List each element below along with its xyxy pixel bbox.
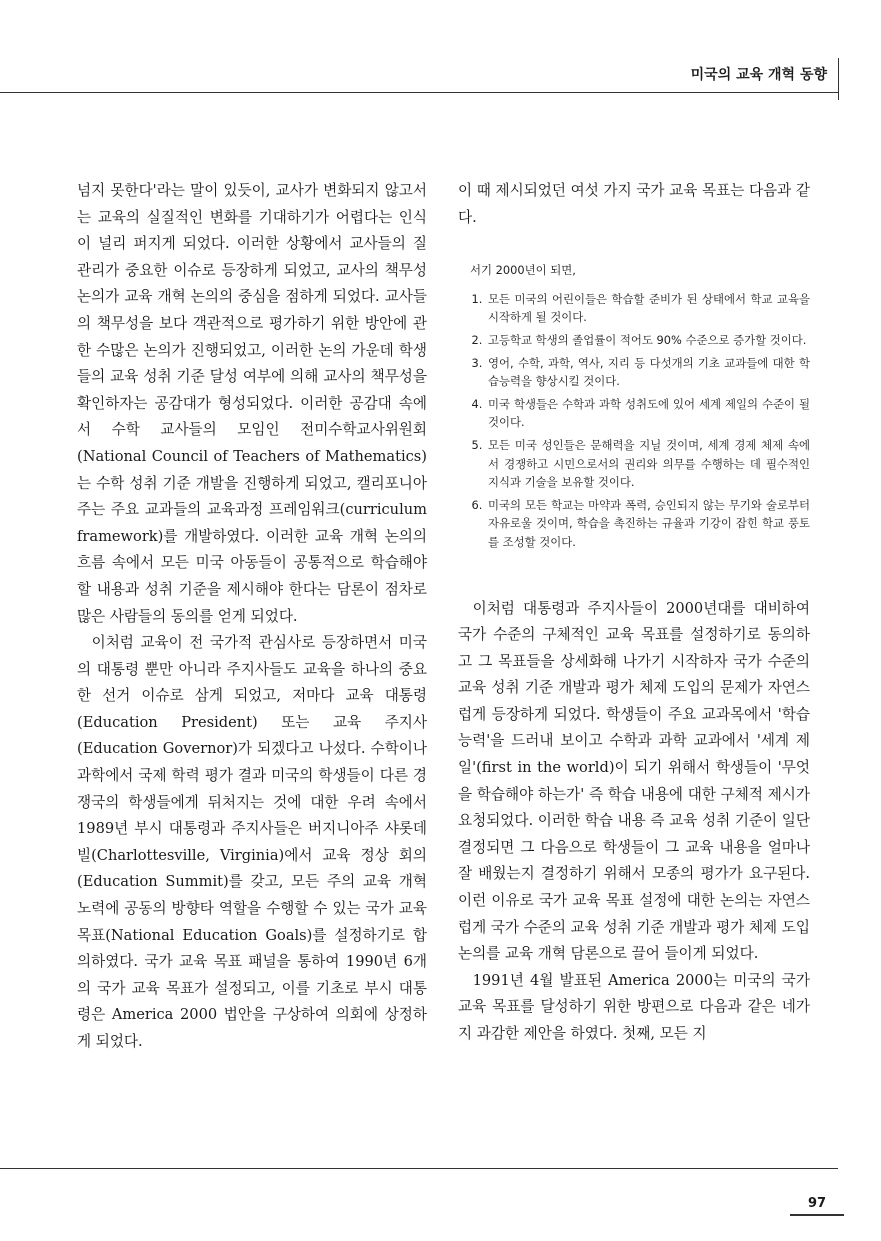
paragraph: 이 때 제시되었던 여섯 가지 국가 교육 목표는 다음과 같다. (458, 182, 810, 226)
goals-list (458, 290, 810, 552)
left-column (77, 178, 427, 1056)
paragraph: 1991년 4월 발표된 America 2000는 미국의 국가 교육 목표를 달성하기 위한 방편으로 다음과 같은 네가지 과감한 제안을 하였다. 첫째, 모든 지 (458, 971, 810, 1042)
footer-rule (0, 1168, 838, 1169)
goal-item: 2. 고등학교 학생의 졸업률이 적어도 90% 수준으로 증가할 것이다. (486, 331, 810, 350)
goal-item: 6. 미국의 모든 학교는 마약과 폭력, 승인되지 않는 무기와 술로부터 자유로울 것이며, 학습을 촉진하는 규율과 기강이 잡힌 학교 풍토를 조성할 것이다. (486, 496, 810, 552)
right-column (458, 178, 810, 1048)
goals-intro: 서기 2000년이 되면, (470, 263, 576, 278)
header-side-rule (838, 58, 839, 100)
goals-box (458, 261, 810, 551)
goal-item: 4. 미국 학생들은 수학과 과학 성취도에 있어 세계 제일의 수준이 될 것이다. (486, 395, 810, 432)
paragraph: 넘지 못한다'라는 말이 있듯이, 교사가 변화되지 않고서는 교육의 실질적인 변화를 기대하기가 어렵다는 인식이 널리 퍼지게 되었다. 이러한 상황에서 교사들의 질 관리가 중요한 이슈로 등장하게 되었고, 교사의 책무성 논의가 교육 개혁 논의의 중심을 점하게 되었다. 교사들의 책무성을 보다 객관적으로 평가하기 위한 방안에 관한 수많은 논의가 진행되었고, 이러한 논의 가운데 학생들의 교육 성취 기준 달성 여부에 의해 교사의 책무성을 확인하자는 공감대가 형성되었다. 이러한 공감대 속에서 수학 교사들의 모임인 전미수학교사위원회(National Council of Teachers of Mathematics)는 수학 성취 기준 개발을 진행하게 되었고, 캘리포니아 주는 주요 교과들의 교육과정 프레임워크(curriculum framework)를 개발하였다. 이러한 교육 개혁 논의의 흐름 속에서 모든 미국 아동들이 공통적으로 학습해야 할 내용과 성취 기준을 제시해야 한다는 담론이 점차로 많은 사람들의 동의를 얻게 되었다. (77, 182, 427, 625)
goal-item: 3. 영어, 수학, 과학, 역사, 지리 등 다섯개의 기초 교과들에 대한 학습능력을 향상시킬 것이다. (486, 354, 810, 391)
goal-item: 1. 모든 미국의 어린이들은 학습할 준비가 된 상태에서 학교 교육을 시작하게 될 것이다. (486, 290, 810, 327)
running-title: 미국의 교육 개혁 동향 (690, 67, 827, 83)
page-number: 97 (790, 1196, 844, 1216)
header-rule (0, 92, 838, 93)
paragraph: 이처럼 교육이 전 국가적 관심사로 등장하면서 미국의 대통령 뿐만 아니라 주지사들도 교육을 하나의 중요한 선거 이슈로 삼게 되었고, 저마다 교육 대통령(Education President) 또는 교육 주지사(Education Governor)가 되겠다고 나섰다. 수학이나 과학에서 국제 학력 평가 결과 미국의 학생들이 다른 경쟁국의 학생들에게 뒤처지는 것에 대한 우려 속에서 1989년 부시 대통령과 주지사들은 버지니아주 샤롯데빌(Charlottesville, Virginia)에서 교육 정상 회의(Education Summit)를 갖고, 모든 주의 교육 개혁 노력에 공동의 방향타 역할을 수행할 수 있는 국가 교육 목표(National Education Goals)를 설정하기로 합의하였다. 국가 교육 목표 패널을 통하여 1990년 6개의 국가 교육 목표가 설정되고, 이를 기초로 부시 대통령은 America 2000 법안을 구상하여 의회에 상정하게 되었다. (77, 634, 427, 1050)
goal-item: 5. 모든 미국 성인들은 문해력을 지닐 것이며, 세계 경제 체제 속에서 경쟁하고 시민으로서의 권리와 의무를 수행하는 데 필수적인 지식과 기술을 보유할 것이다. (486, 436, 810, 492)
paragraph: 이처럼 대통령과 주지사들이 2000년대를 대비하여 국가 수준의 구체적인 교육 목표를 설정하기로 동의하고 그 목표들을 상세화해 나가기 시작하자 국가 수준의 교육 성취 기준 개발과 평가 체제 도입의 문제가 자연스럽게 등장하게 되었다. 학생들이 주요 교과목에서 '학습 능력'을 드러내 보이고 수학과 과학 교과에서 '세계 제일'(first in the world)이 되기 위해서 학생들이 '무엇을 학습해야 하는가' 즉 학습 내용에 대한 구체적 제시가 요청되었다. 이러한 학습 내용 즉 교육 성취 기준이 일단 결정되면 그 다음으로 학생들이 그 교육 내용을 얼마나 잘 배웠는지 결정하기 위해서 모종의 평가가 요구된다. 이런 이유로 국가 교육 목표 설정에 대한 논의는 자연스럽게 국가 수준의 교육 성취 기준 개발과 평가 체제 도입 논의를 교육 개혁 담론으로 끌어 들이게 되었다. (458, 599, 810, 963)
